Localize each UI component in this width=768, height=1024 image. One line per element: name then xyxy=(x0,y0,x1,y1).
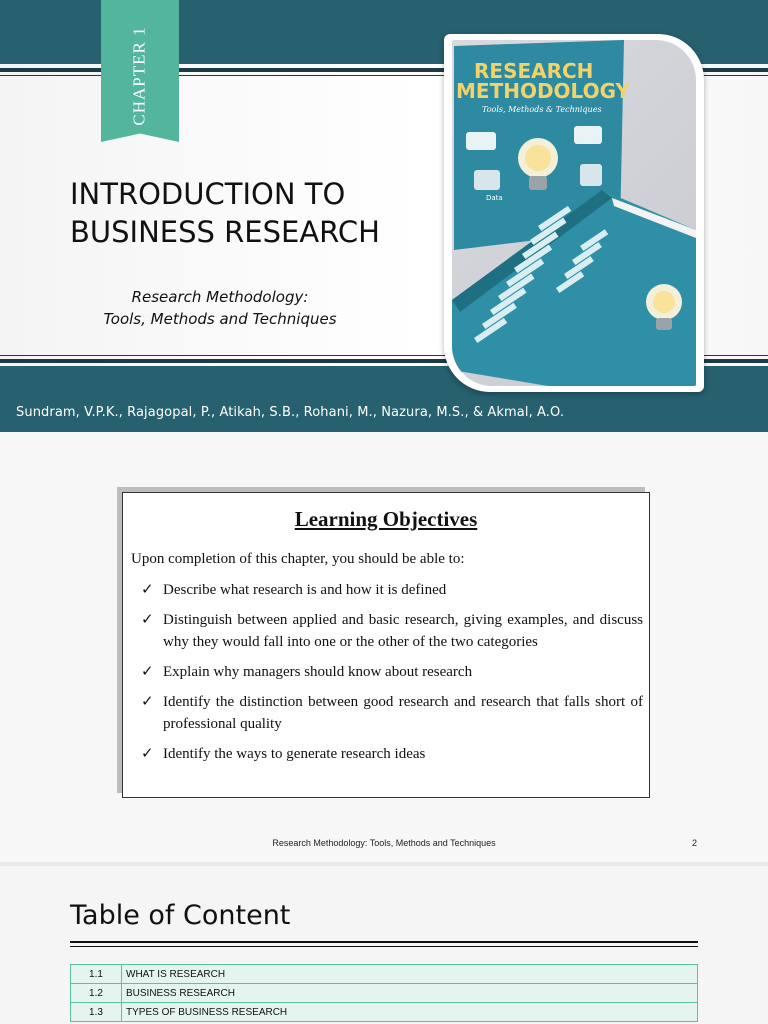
document-icon xyxy=(474,170,500,190)
objectives-intro: Upon completion of this chapter, you should be able to: xyxy=(131,551,465,567)
check-icon: ✓ xyxy=(141,694,154,710)
objective-text: Explain why managers should know about research xyxy=(163,664,473,680)
table-row[interactable] xyxy=(71,965,698,984)
objective-text: Describe what research is and how it is defined xyxy=(163,582,447,598)
learning-objectives-slide xyxy=(0,432,768,862)
toc-entry: TYPES OF BUSINESS RESEARCH xyxy=(122,1003,698,1022)
check-icon: ✓ xyxy=(141,582,154,598)
learning-objectives-box xyxy=(122,492,650,798)
toc-entry: WHAT IS RESEARCH xyxy=(122,965,698,984)
objective-text: Distinguish between applied and basic research, giving examples, and discuss why they would fall into one or the other of the two categories xyxy=(163,612,643,650)
computer-icon xyxy=(466,132,496,150)
toc-rule-thin xyxy=(70,946,698,947)
objective-text: Identify the distinction between good research and research that falls short of professional quality xyxy=(163,694,643,732)
subtitle-line-1: Research Methodology: xyxy=(131,288,309,306)
objective-item xyxy=(141,743,643,765)
objective-item xyxy=(141,661,643,683)
book-cover-title-2: METHODOLOGY xyxy=(456,79,631,103)
book-cover-title-1: RESEARCH xyxy=(474,59,594,83)
toc-table xyxy=(70,964,698,1022)
book-cover-data-label: Data xyxy=(486,194,503,202)
chapter-label: CHAPTER 1 xyxy=(130,26,149,126)
objective-item xyxy=(141,609,643,653)
toc-number: 1.1 xyxy=(71,965,122,984)
toc-entry: BUSINESS RESEARCH xyxy=(122,984,698,1003)
toc-heading: Table of Content xyxy=(70,900,291,931)
subtitle-line-2: Tools, Methods and Techniques xyxy=(103,310,337,328)
magnifier-icon xyxy=(580,164,602,186)
check-icon: ✓ xyxy=(141,612,154,628)
chart-icon xyxy=(574,126,602,144)
title-slide xyxy=(0,0,768,432)
toc-number: 1.3 xyxy=(71,1003,122,1022)
check-icon: ✓ xyxy=(141,664,154,680)
toc-rule-thick xyxy=(70,941,698,943)
slide-title xyxy=(70,175,430,251)
objective-item xyxy=(141,579,643,601)
slide-subtitle xyxy=(70,286,370,330)
table-row[interactable] xyxy=(71,984,698,1003)
authors-line: Sundram, V.P.K., Rajagopal, P., Atikah, S.B., Rohani, M., Nazura, M.S., & Akmal, A.O. xyxy=(16,405,565,420)
check-icon: ✓ xyxy=(141,746,154,762)
objectives-list xyxy=(141,579,643,773)
page-number: 2 xyxy=(692,838,698,848)
book-photo xyxy=(452,40,696,386)
table-row[interactable] xyxy=(71,1003,698,1022)
objective-item xyxy=(141,691,643,735)
slide-footer: Research Methodology: Tools, Methods and Techniques xyxy=(272,838,496,848)
chapter-label-wrap xyxy=(101,28,179,124)
learning-objectives-heading: Learning Objectives xyxy=(294,507,478,531)
table-of-content-slide xyxy=(0,866,768,1024)
title-line-2: BUSINESS RESEARCH xyxy=(70,215,380,249)
objective-text: Identify the ways to generate research ideas xyxy=(163,746,426,762)
book-photo-frame xyxy=(444,34,704,392)
book-cover-subtitle: Tools, Methods & Techniques xyxy=(482,105,602,114)
toc-number: 1.2 xyxy=(71,984,122,1003)
title-line-1: INTRODUCTION TO xyxy=(70,177,346,211)
